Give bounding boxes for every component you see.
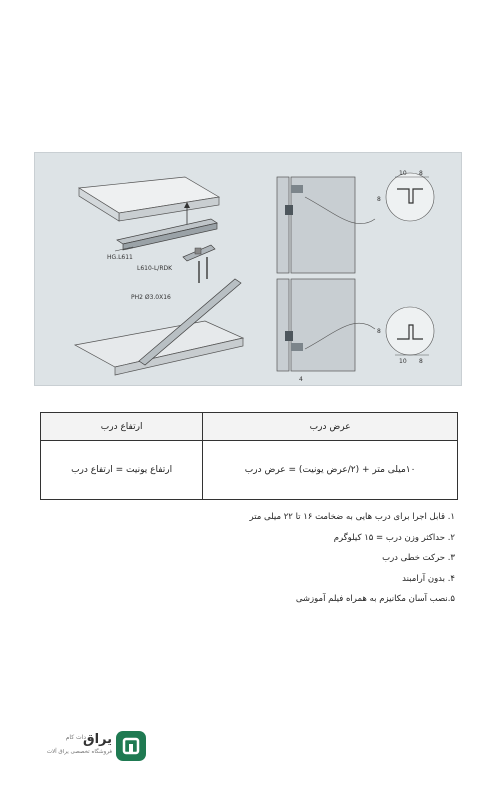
feature-list [35, 509, 455, 612]
bottom-section-view [277, 279, 434, 371]
rail-label: HG.L611 [107, 254, 133, 261]
bottom-dim-depth: 8 [377, 328, 381, 335]
installation-diagram [34, 152, 462, 386]
logo-slogan: فروشگاه تخصصی یراق آلات [46, 749, 112, 755]
logo-name: یراق [82, 732, 112, 747]
door-height-header: ارتفاع درب [41, 413, 203, 441]
brand-logo [40, 731, 146, 761]
logo-domain: دات کام [65, 734, 86, 741]
list-item: ۵.نصب آسان مکانیزم به همراه فیلم آموزشی [295, 594, 455, 604]
top-dim-width-right: 8 [419, 170, 423, 177]
top-panel [79, 177, 219, 221]
top-dim-depth: 8 [377, 196, 381, 203]
rail-profile [117, 219, 217, 250]
top-dim-width-left: 10 [399, 170, 407, 177]
bracket-part [183, 245, 215, 261]
top-section-view [277, 173, 434, 273]
screw-label: PH2 Ø3.0X16 [131, 294, 171, 301]
door-width-header: عرض درب [203, 413, 458, 441]
bottom-dim-width-left: 10 [399, 358, 407, 365]
bottom-dim-width-right: 8 [419, 358, 423, 365]
table-header-row [41, 413, 458, 441]
door-width-formula: ۱۰میلی متر + (۲/عرض یونیت) = عرض درب [203, 441, 458, 500]
list-item: ۳. حرکت خطی درب [382, 553, 455, 563]
list-item: ۱. قابل اجرا برای درب هایی به ضخامت ۱۶ تا ۲۲ میلی متر [249, 512, 455, 522]
table-row [41, 441, 458, 500]
list-item: ۴. بدون آرامبند [402, 573, 455, 584]
list-item: ۲. حداکثر وزن درب = ۱۵ کیلوگرم [333, 532, 455, 543]
screw-icon [199, 257, 207, 283]
diagram-drawing [35, 153, 463, 387]
bottom-dim-gap: 4 [299, 376, 303, 383]
logo-icon [116, 731, 146, 761]
door-height-formula: ارتفاع یونیت = ارتفاع درب [41, 441, 203, 500]
door-size-table [40, 412, 458, 500]
bracket-label: L610-L/RDK [137, 265, 173, 272]
